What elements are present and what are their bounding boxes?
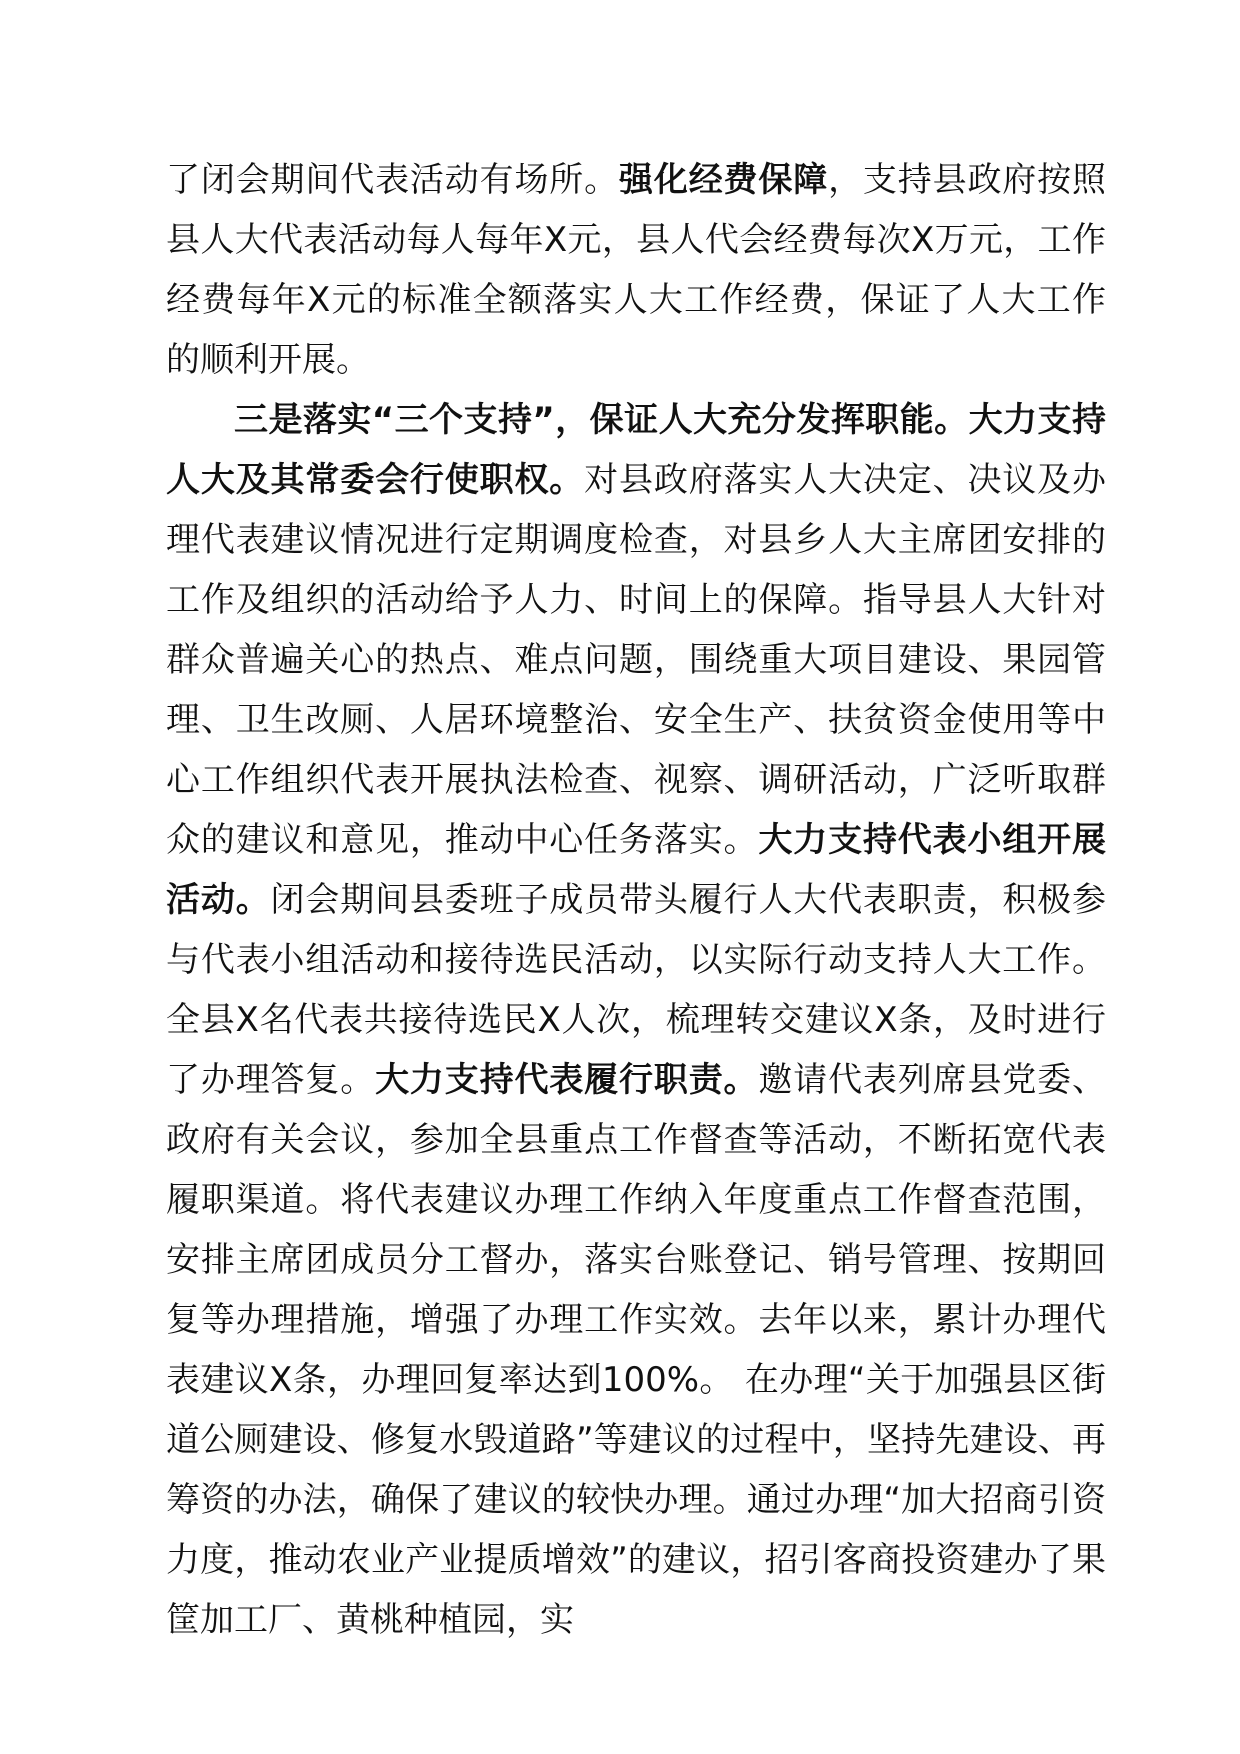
heading-three-supports: 三是落实“三个支持”，保证人大充分发挥职能。大力支持人大及其常委会行使职权。 — [166, 400, 1106, 500]
paragraph-three-supports — [166, 390, 1106, 1650]
heading-support-duties: 大力支持代表履行职责。 — [375, 1060, 759, 1100]
document-page — [166, 150, 1106, 1650]
text-segment: 邀请代表列席县党委、政府有关会议，参加全县重点工作督查等活动，不断拓宽代表履职渠道。将代表建议办理工作纳入年度重点工作督查范围，安排主席团成员分工督办，落实台账登记、销号管理、按期回复等办理措施，增强了办理工作实效。去年以来，累计办理代表建议X条，办理回复率达到100%。 在办理“关于加强县区街道公厕建设、修复水毁道路”等建议的过程中，坚持先建设、再筹资的办法，确保了建议的较快办理。通过办理“加大招商引资力度，推动农业产业提质增效”的建议，招引客商投资建办了果筐加工厂、黄桃种植园，实 — [166, 1060, 1107, 1640]
heading-support-groups: 大力支持代表小组开展活动。 — [166, 820, 1107, 920]
text-segment: 了闭会期间代表活动有场所。 — [166, 160, 619, 200]
paragraph-funding — [166, 150, 1106, 390]
text-segment: 对县政府落实人大决定、决议及办理代表建议情况进行定期调度检查，对县乡人大主席团安排的工作及组织的活动给予人力、时间上的保障。指导县人大针对群众普遍关心的热点、难点问题，围绕重大项目建设、果园管理、卫生改厕、人居环境整治、安全生产、扶贫资金使用等中心工作组织代表开展执法检查、视察、调研活动，广泛听取群众的建议和意见，推动中心任务落实。 — [166, 460, 1107, 860]
text-segment: ，支持县政府按照县人大代表活动每人每年X元，县人代会经费每次X万元，工作经费每年X元的标准全额落实人大工作经费，保证了人大工作的顺利开展。 — [166, 160, 1107, 380]
text-segment: 闭会期间县委班子成员带头履行人大代表职责，积极参与代表小组活动和接待选民活动，以实际行动支持人大工作。全县X名代表共接待选民X人次，梳理转交建议X条，及时进行了办理答复。 — [166, 880, 1107, 1100]
heading-funding-guarantee: 强化经费保障 — [619, 160, 829, 200]
